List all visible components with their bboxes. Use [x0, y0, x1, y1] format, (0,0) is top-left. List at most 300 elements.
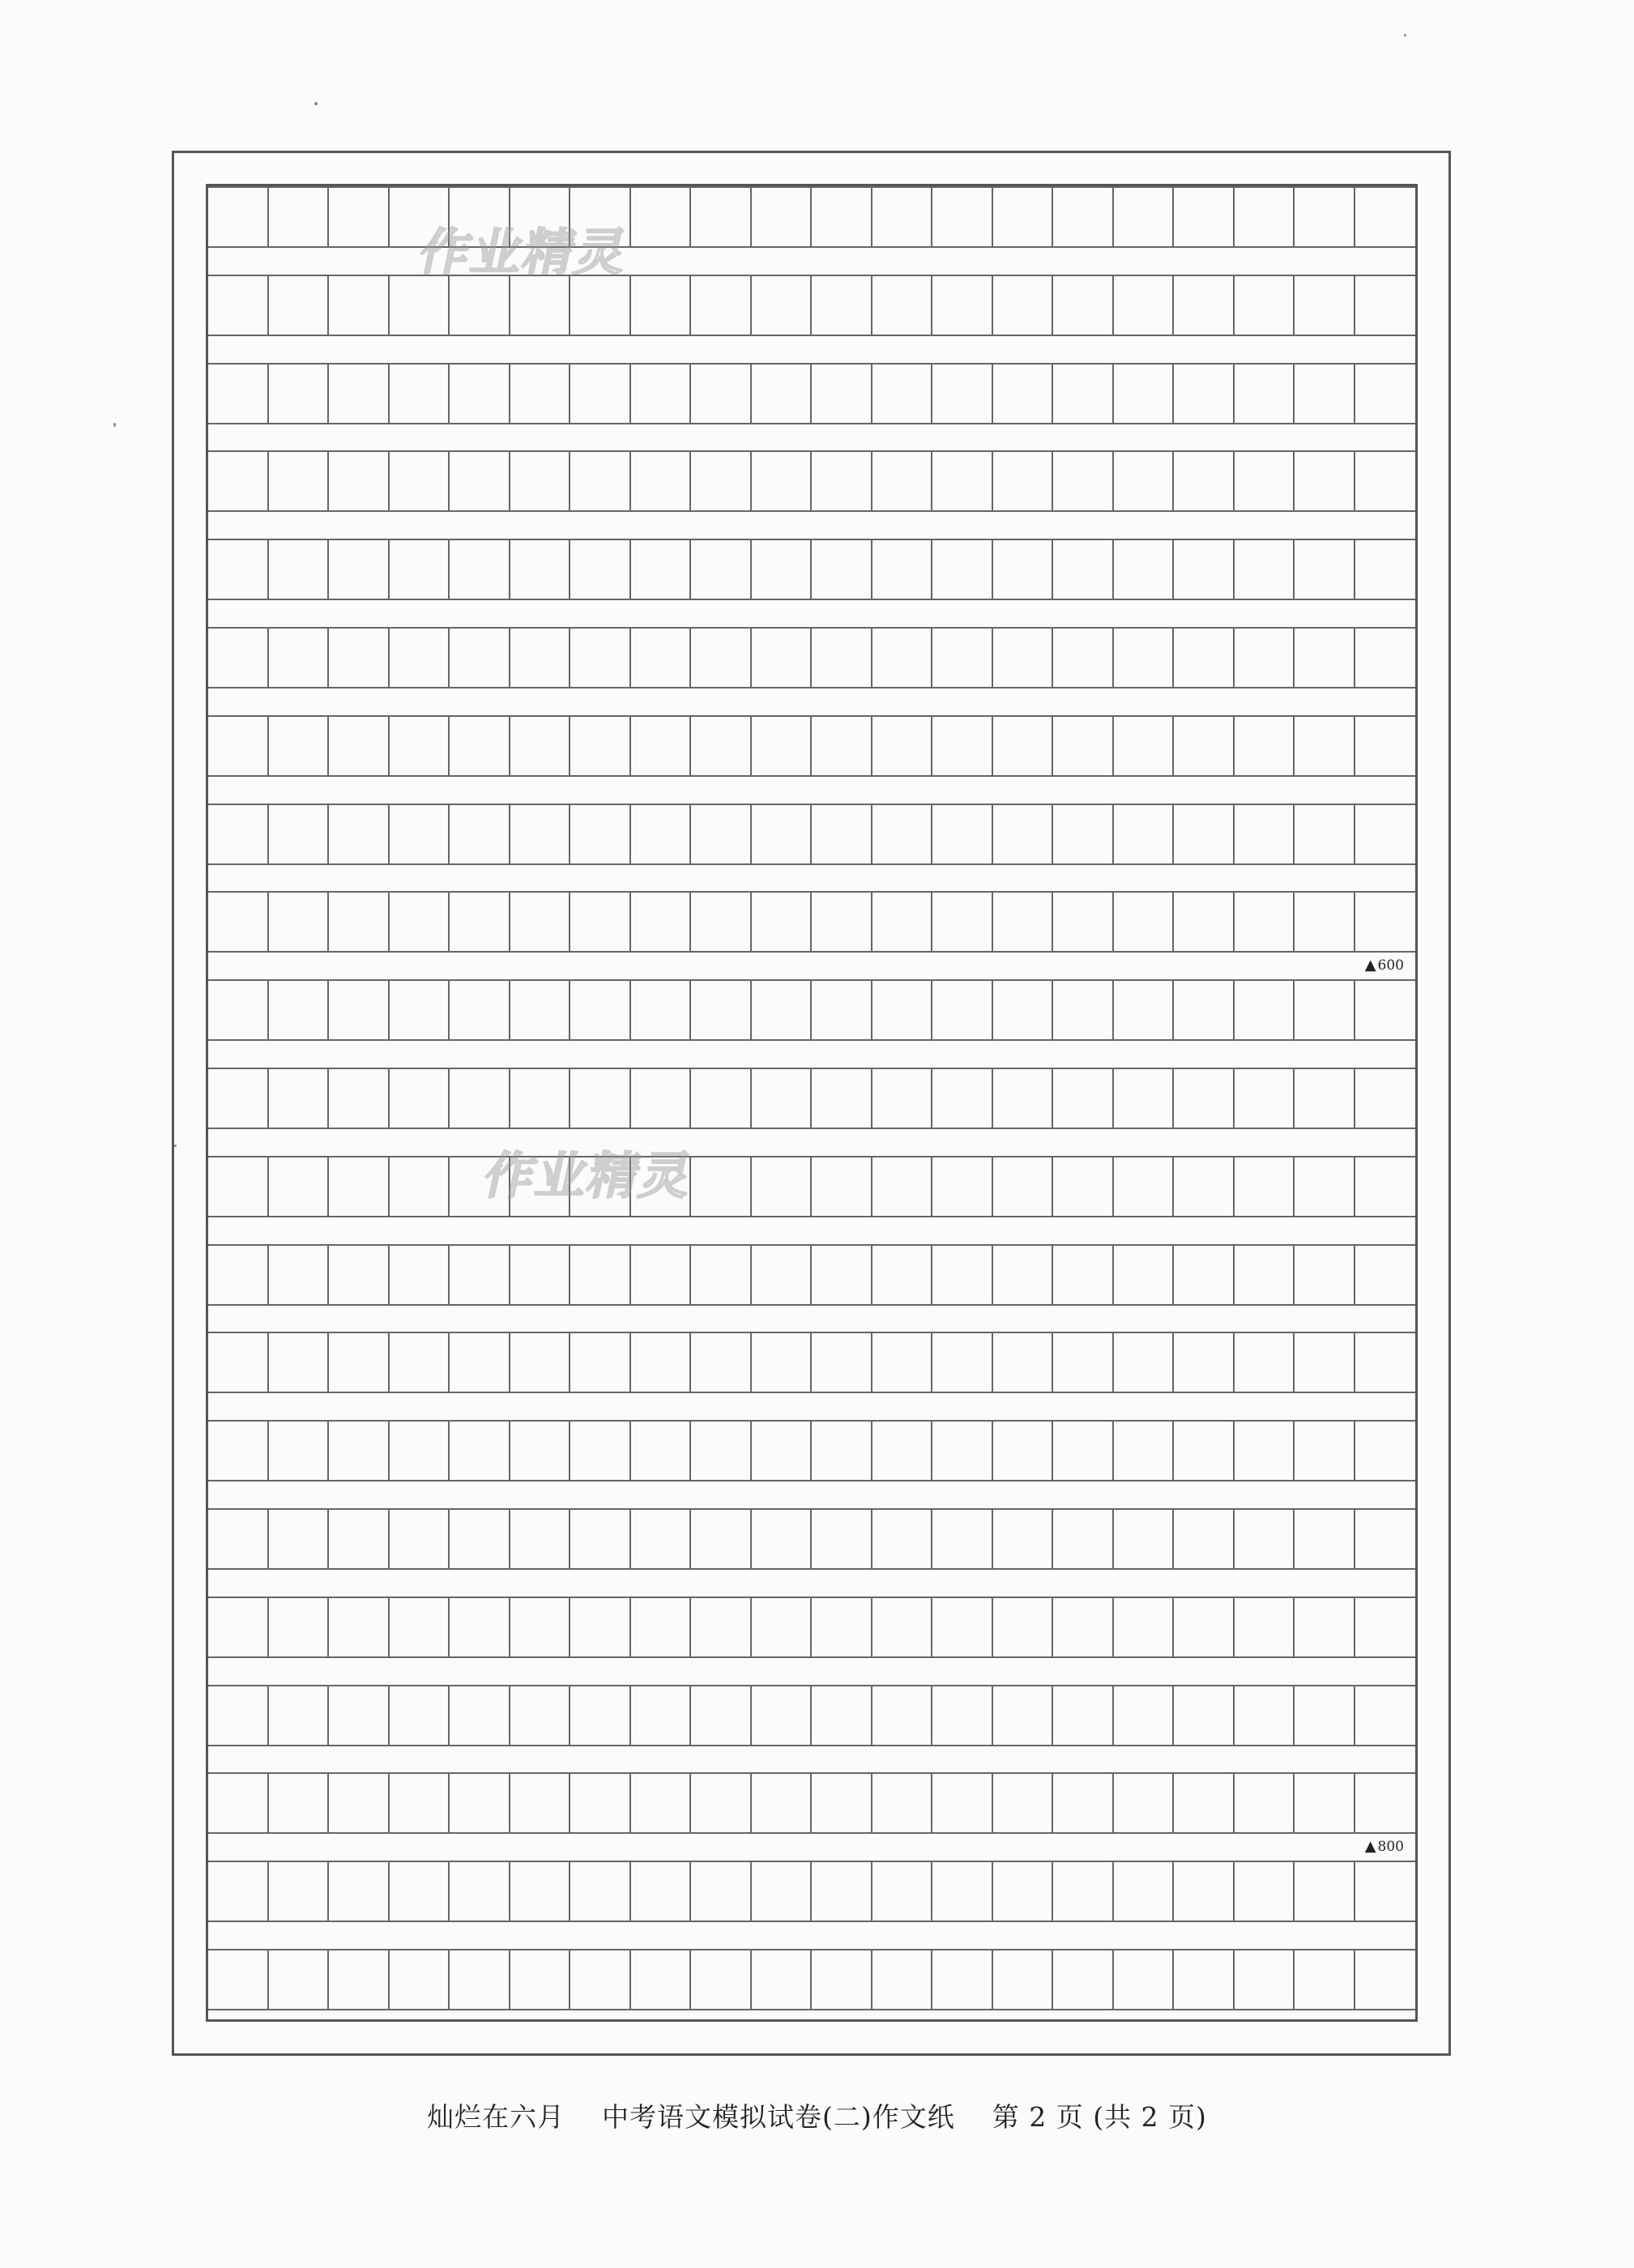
grid-cell[interactable]	[570, 364, 631, 423]
grid-cell[interactable]	[510, 1333, 571, 1392]
grid-cell[interactable]	[1295, 1069, 1355, 1128]
grid-cell[interactable]	[1235, 188, 1295, 246]
grid-cell[interactable]	[631, 893, 692, 951]
grid-cell[interactable]	[208, 1862, 269, 1921]
grid-cell[interactable]	[1295, 629, 1355, 687]
grid-cell[interactable]	[329, 1333, 390, 1392]
grid-cell[interactable]	[993, 1774, 1054, 1832]
grid-cell[interactable]	[1053, 188, 1114, 246]
grid-cell[interactable]	[1235, 1686, 1295, 1745]
grid-cell[interactable]	[1114, 981, 1175, 1039]
grid-cell[interactable]	[932, 1422, 993, 1480]
grid-cell[interactable]	[329, 717, 390, 775]
grid-cell[interactable]	[570, 1333, 631, 1392]
grid-cell[interactable]	[570, 188, 631, 246]
grid-cell[interactable]	[390, 1598, 450, 1656]
grid-cell[interactable]	[691, 364, 752, 423]
grid-cell[interactable]	[510, 893, 571, 951]
grid-cell[interactable]	[1114, 1246, 1175, 1304]
grid-cell[interactable]	[208, 805, 269, 863]
grid-cell[interactable]	[510, 1069, 571, 1128]
grid-cell[interactable]	[1174, 717, 1235, 775]
grid-cell[interactable]	[1174, 276, 1235, 335]
grid-cell[interactable]	[390, 893, 450, 951]
grid-cell[interactable]	[932, 364, 993, 423]
grid-cell[interactable]	[1295, 540, 1355, 599]
grid-cell[interactable]	[993, 893, 1054, 951]
grid-cell[interactable]	[570, 981, 631, 1039]
grid-cell[interactable]	[1235, 540, 1295, 599]
grid-cell[interactable]	[812, 452, 872, 510]
grid-cell[interactable]	[1114, 629, 1175, 687]
grid-cell[interactable]	[1355, 1950, 1416, 2009]
grid-cell[interactable]	[1295, 1333, 1355, 1392]
grid-cell[interactable]	[390, 981, 450, 1039]
grid-cell[interactable]	[631, 364, 692, 423]
grid-cell[interactable]	[752, 364, 813, 423]
grid-cell[interactable]	[872, 893, 933, 951]
grid-cell[interactable]	[1295, 1246, 1355, 1304]
grid-cell[interactable]	[932, 540, 993, 599]
grid-cell[interactable]	[1114, 717, 1175, 775]
grid-cell[interactable]	[932, 1598, 993, 1656]
grid-cell[interactable]	[872, 805, 933, 863]
grid-cell[interactable]	[450, 1422, 510, 1480]
grid-cell[interactable]	[1114, 1774, 1175, 1832]
grid-cell[interactable]	[752, 1686, 813, 1745]
grid-cell[interactable]	[752, 1774, 813, 1832]
grid-cell[interactable]	[872, 629, 933, 687]
grid-cell[interactable]	[1114, 364, 1175, 423]
grid-cell[interactable]	[390, 364, 450, 423]
grid-cell[interactable]	[932, 1069, 993, 1128]
grid-cell[interactable]	[208, 364, 269, 423]
grid-cell[interactable]	[390, 1862, 450, 1921]
grid-cell[interactable]	[932, 1686, 993, 1745]
grid-cell[interactable]	[570, 1246, 631, 1304]
grid-cell[interactable]	[269, 1069, 330, 1128]
grid-cell[interactable]	[1235, 1246, 1295, 1304]
grid-cell[interactable]	[570, 1598, 631, 1656]
grid-cell[interactable]	[329, 540, 390, 599]
grid-cell[interactable]	[269, 805, 330, 863]
grid-cell[interactable]	[450, 1774, 510, 1832]
grid-cell[interactable]	[1174, 1950, 1235, 2009]
grid-cell[interactable]	[450, 893, 510, 951]
grid-cell[interactable]	[932, 1510, 993, 1568]
grid-cell[interactable]	[208, 1422, 269, 1480]
grid-cell[interactable]	[208, 1774, 269, 1832]
grid-cell[interactable]	[1053, 364, 1114, 423]
grid-cell[interactable]	[691, 1862, 752, 1921]
grid-cell[interactable]	[872, 1157, 933, 1216]
grid-cell[interactable]	[1235, 1157, 1295, 1216]
grid-cell[interactable]	[631, 1510, 692, 1568]
grid-cell[interactable]	[1053, 1157, 1114, 1216]
grid-cell[interactable]	[993, 805, 1054, 863]
grid-cell[interactable]	[993, 1333, 1054, 1392]
grid-cell[interactable]	[390, 717, 450, 775]
grid-cell[interactable]	[691, 276, 752, 335]
grid-cell[interactable]	[450, 1246, 510, 1304]
grid-cell[interactable]	[1114, 805, 1175, 863]
grid-cell[interactable]	[1114, 276, 1175, 335]
grid-cell[interactable]	[450, 629, 510, 687]
grid-cell[interactable]	[631, 1950, 692, 2009]
grid-cell[interactable]	[1114, 1422, 1175, 1480]
grid-cell[interactable]	[872, 364, 933, 423]
grid-cell[interactable]	[390, 1686, 450, 1745]
grid-cell[interactable]	[691, 629, 752, 687]
grid-cell[interactable]	[752, 981, 813, 1039]
grid-cell[interactable]	[1235, 1950, 1295, 2009]
grid-cell[interactable]	[993, 1686, 1054, 1745]
grid-cell[interactable]	[390, 1510, 450, 1568]
grid-cell[interactable]	[269, 981, 330, 1039]
grid-cell[interactable]	[1053, 893, 1114, 951]
grid-cell[interactable]	[1355, 1069, 1416, 1128]
grid-cell[interactable]	[932, 1950, 993, 2009]
grid-cell[interactable]	[390, 1774, 450, 1832]
grid-cell[interactable]	[510, 1157, 571, 1216]
grid-cell[interactable]	[993, 1598, 1054, 1656]
grid-cell[interactable]	[1235, 805, 1295, 863]
grid-cell[interactable]	[1174, 1862, 1235, 1921]
grid-cell[interactable]	[812, 188, 872, 246]
grid-cell[interactable]	[208, 1157, 269, 1216]
grid-cell[interactable]	[570, 1950, 631, 2009]
grid-cell[interactable]	[932, 1333, 993, 1392]
grid-cell[interactable]	[208, 540, 269, 599]
grid-cell[interactable]	[812, 1598, 872, 1656]
grid-cell[interactable]	[1355, 893, 1416, 951]
grid-cell[interactable]	[1295, 1862, 1355, 1921]
grid-cell[interactable]	[510, 1862, 571, 1921]
grid-cell[interactable]	[1355, 1774, 1416, 1832]
grid-cell[interactable]	[631, 717, 692, 775]
grid-cell[interactable]	[1053, 981, 1114, 1039]
grid-cell[interactable]	[1235, 1510, 1295, 1568]
grid-cell[interactable]	[208, 1069, 269, 1128]
grid-cell[interactable]	[1053, 452, 1114, 510]
grid-cell[interactable]	[872, 1950, 933, 2009]
grid-cell[interactable]	[450, 276, 510, 335]
grid-cell[interactable]	[450, 1686, 510, 1745]
grid-cell[interactable]	[1355, 452, 1416, 510]
grid-cell[interactable]	[993, 188, 1054, 246]
grid-cell[interactable]	[1174, 1069, 1235, 1128]
grid-cell[interactable]	[812, 805, 872, 863]
grid-cell[interactable]	[1355, 1157, 1416, 1216]
grid-cell[interactable]	[329, 629, 390, 687]
grid-cell[interactable]	[812, 1774, 872, 1832]
grid-cell[interactable]	[390, 1069, 450, 1128]
grid-cell[interactable]	[1235, 1422, 1295, 1480]
grid-cell[interactable]	[1355, 364, 1416, 423]
grid-cell[interactable]	[570, 276, 631, 335]
grid-cell[interactable]	[510, 629, 571, 687]
grid-cell[interactable]	[329, 1246, 390, 1304]
grid-cell[interactable]	[752, 805, 813, 863]
grid-cell[interactable]	[1235, 364, 1295, 423]
grid-cell[interactable]	[1355, 805, 1416, 863]
grid-cell[interactable]	[208, 629, 269, 687]
grid-cell[interactable]	[570, 893, 631, 951]
grid-cell[interactable]	[752, 188, 813, 246]
grid-cell[interactable]	[1053, 1333, 1114, 1392]
grid-cell[interactable]	[450, 717, 510, 775]
grid-cell[interactable]	[1235, 276, 1295, 335]
grid-cell[interactable]	[329, 1950, 390, 2009]
grid-cell[interactable]	[932, 1774, 993, 1832]
grid-cell[interactable]	[1355, 1422, 1416, 1480]
grid-cell[interactable]	[1174, 1598, 1235, 1656]
grid-cell[interactable]	[993, 276, 1054, 335]
grid-cell[interactable]	[1235, 1598, 1295, 1656]
grid-cell[interactable]	[1053, 629, 1114, 687]
grid-cell[interactable]	[1295, 805, 1355, 863]
grid-cell[interactable]	[691, 1333, 752, 1392]
grid-cell[interactable]	[872, 1774, 933, 1832]
grid-cell[interactable]	[872, 540, 933, 599]
grid-cell[interactable]	[570, 540, 631, 599]
grid-cell[interactable]	[390, 1333, 450, 1392]
grid-cell[interactable]	[1174, 805, 1235, 863]
grid-cell[interactable]	[691, 893, 752, 951]
grid-cell[interactable]	[993, 629, 1054, 687]
grid-cell[interactable]	[1053, 1862, 1114, 1921]
grid-cell[interactable]	[329, 1069, 390, 1128]
grid-cell[interactable]	[993, 1069, 1054, 1128]
grid-cell[interactable]	[1174, 629, 1235, 687]
grid-cell[interactable]	[390, 1950, 450, 2009]
grid-cell[interactable]	[752, 1862, 813, 1921]
grid-cell[interactable]	[691, 1069, 752, 1128]
grid-cell[interactable]	[570, 1157, 631, 1216]
grid-cell[interactable]	[872, 1686, 933, 1745]
grid-cell[interactable]	[812, 1686, 872, 1745]
grid-cell[interactable]	[510, 981, 571, 1039]
grid-cell[interactable]	[872, 1333, 933, 1392]
grid-cell[interactable]	[691, 805, 752, 863]
grid-cell[interactable]	[208, 1950, 269, 2009]
grid-cell[interactable]	[1174, 540, 1235, 599]
grid-cell[interactable]	[631, 805, 692, 863]
grid-cell[interactable]	[752, 1069, 813, 1128]
grid-cell[interactable]	[1235, 1069, 1295, 1128]
grid-cell[interactable]	[812, 1950, 872, 2009]
grid-cell[interactable]	[329, 188, 390, 246]
grid-cell[interactable]	[691, 1422, 752, 1480]
grid-cell[interactable]	[269, 452, 330, 510]
grid-cell[interactable]	[1295, 1510, 1355, 1568]
grid-cell[interactable]	[631, 629, 692, 687]
grid-cell[interactable]	[208, 1598, 269, 1656]
grid-cell[interactable]	[1053, 717, 1114, 775]
grid-cell[interactable]	[1053, 1422, 1114, 1480]
grid-cell[interactable]	[1114, 893, 1175, 951]
grid-cell[interactable]	[269, 276, 330, 335]
grid-cell[interactable]	[691, 1510, 752, 1568]
grid-cell[interactable]	[1295, 1598, 1355, 1656]
grid-cell[interactable]	[812, 540, 872, 599]
grid-cell[interactable]	[993, 1862, 1054, 1921]
grid-cell[interactable]	[1295, 1422, 1355, 1480]
grid-cell[interactable]	[208, 1510, 269, 1568]
grid-cell[interactable]	[329, 276, 390, 335]
grid-cell[interactable]	[510, 1510, 571, 1568]
grid-cell[interactable]	[752, 1333, 813, 1392]
grid-cell[interactable]	[1295, 188, 1355, 246]
grid-cell[interactable]	[631, 540, 692, 599]
grid-cell[interactable]	[1114, 1333, 1175, 1392]
grid-cell[interactable]	[1053, 276, 1114, 335]
grid-cell[interactable]	[812, 1069, 872, 1128]
grid-cell[interactable]	[510, 1774, 571, 1832]
grid-cell[interactable]	[631, 1862, 692, 1921]
grid-cell[interactable]	[691, 452, 752, 510]
grid-cell[interactable]	[812, 717, 872, 775]
grid-cell[interactable]	[872, 1246, 933, 1304]
grid-cell[interactable]	[1174, 1774, 1235, 1832]
grid-cell[interactable]	[812, 1333, 872, 1392]
grid-cell[interactable]	[1114, 1950, 1175, 2009]
grid-cell[interactable]	[993, 717, 1054, 775]
grid-cell[interactable]	[208, 981, 269, 1039]
grid-cell[interactable]	[993, 1157, 1054, 1216]
grid-cell[interactable]	[1295, 717, 1355, 775]
grid-cell[interactable]	[752, 1157, 813, 1216]
grid-cell[interactable]	[510, 452, 571, 510]
grid-cell[interactable]	[570, 452, 631, 510]
grid-cell[interactable]	[932, 452, 993, 510]
grid-cell[interactable]	[208, 717, 269, 775]
grid-cell[interactable]	[1174, 364, 1235, 423]
grid-cell[interactable]	[752, 1950, 813, 2009]
grid-cell[interactable]	[269, 1333, 330, 1392]
grid-cell[interactable]	[450, 1069, 510, 1128]
grid-cell[interactable]	[691, 1774, 752, 1832]
grid-cell[interactable]	[1053, 805, 1114, 863]
grid-cell[interactable]	[1295, 893, 1355, 951]
grid-cell[interactable]	[208, 276, 269, 335]
grid-cell[interactable]	[329, 805, 390, 863]
grid-cell[interactable]	[208, 452, 269, 510]
grid-cell[interactable]	[752, 893, 813, 951]
grid-cell[interactable]	[993, 1510, 1054, 1568]
grid-cell[interactable]	[812, 893, 872, 951]
grid-cell[interactable]	[1174, 1333, 1235, 1392]
grid-cell[interactable]	[329, 1157, 390, 1216]
grid-cell[interactable]	[752, 1510, 813, 1568]
grid-cell[interactable]	[1114, 1598, 1175, 1656]
grid-cell[interactable]	[752, 629, 813, 687]
grid-cell[interactable]	[691, 1246, 752, 1304]
grid-cell[interactable]	[329, 364, 390, 423]
grid-cell[interactable]	[450, 1157, 510, 1216]
grid-cell[interactable]	[208, 1246, 269, 1304]
grid-cell[interactable]	[872, 1598, 933, 1656]
grid-cell[interactable]	[1114, 452, 1175, 510]
grid-cell[interactable]	[510, 1686, 571, 1745]
grid-cell[interactable]	[1174, 1157, 1235, 1216]
grid-cell[interactable]	[450, 540, 510, 599]
grid-cell[interactable]	[872, 452, 933, 510]
grid-cell[interactable]	[993, 452, 1054, 510]
grid-cell[interactable]	[752, 1422, 813, 1480]
grid-cell[interactable]	[1295, 981, 1355, 1039]
grid-cell[interactable]	[631, 1686, 692, 1745]
grid-cell[interactable]	[812, 364, 872, 423]
grid-cell[interactable]	[570, 1510, 631, 1568]
grid-cell[interactable]	[932, 717, 993, 775]
grid-cell[interactable]	[1355, 1862, 1416, 1921]
grid-cell[interactable]	[872, 1862, 933, 1921]
grid-cell[interactable]	[1355, 276, 1416, 335]
grid-cell[interactable]	[1174, 1510, 1235, 1568]
grid-cell[interactable]	[1295, 1686, 1355, 1745]
grid-cell[interactable]	[269, 1774, 330, 1832]
grid-cell[interactable]	[1114, 188, 1175, 246]
grid-cell[interactable]	[1053, 1774, 1114, 1832]
grid-cell[interactable]	[390, 1422, 450, 1480]
grid-cell[interactable]	[691, 1950, 752, 2009]
grid-cell[interactable]	[269, 1686, 330, 1745]
grid-cell[interactable]	[269, 1157, 330, 1216]
grid-cell[interactable]	[631, 1069, 692, 1128]
grid-cell[interactable]	[450, 1862, 510, 1921]
grid-cell[interactable]	[269, 1950, 330, 2009]
grid-cell[interactable]	[1295, 276, 1355, 335]
grid-cell[interactable]	[631, 1774, 692, 1832]
grid-cell[interactable]	[872, 1422, 933, 1480]
grid-cell[interactable]	[812, 1510, 872, 1568]
grid-cell[interactable]	[450, 188, 510, 246]
grid-cell[interactable]	[390, 805, 450, 863]
grid-cell[interactable]	[510, 1598, 571, 1656]
grid-cell[interactable]	[932, 805, 993, 863]
grid-cell[interactable]	[631, 1333, 692, 1392]
grid-cell[interactable]	[993, 1246, 1054, 1304]
grid-cell[interactable]	[1355, 717, 1416, 775]
grid-cell[interactable]	[269, 188, 330, 246]
grid-cell[interactable]	[450, 1598, 510, 1656]
grid-cell[interactable]	[872, 1510, 933, 1568]
grid-cell[interactable]	[269, 717, 330, 775]
grid-cell[interactable]	[1355, 1246, 1416, 1304]
grid-cell[interactable]	[1235, 981, 1295, 1039]
grid-cell[interactable]	[691, 540, 752, 599]
grid-cell[interactable]	[269, 1598, 330, 1656]
grid-cell[interactable]	[570, 717, 631, 775]
grid-cell[interactable]	[932, 1246, 993, 1304]
grid-cell[interactable]	[631, 1157, 692, 1216]
grid-cell[interactable]	[1053, 1950, 1114, 2009]
grid-cell[interactable]	[691, 981, 752, 1039]
grid-cell[interactable]	[450, 1950, 510, 2009]
grid-cell[interactable]	[1355, 540, 1416, 599]
grid-cell[interactable]	[1174, 188, 1235, 246]
grid-cell[interactable]	[510, 717, 571, 775]
grid-cell[interactable]	[631, 1598, 692, 1656]
grid-cell[interactable]	[1295, 1774, 1355, 1832]
grid-cell[interactable]	[993, 1950, 1054, 2009]
grid-cell[interactable]	[1114, 1686, 1175, 1745]
grid-cell[interactable]	[1295, 1950, 1355, 2009]
grid-cell[interactable]	[752, 452, 813, 510]
grid-cell[interactable]	[631, 981, 692, 1039]
grid-cell[interactable]	[812, 1862, 872, 1921]
